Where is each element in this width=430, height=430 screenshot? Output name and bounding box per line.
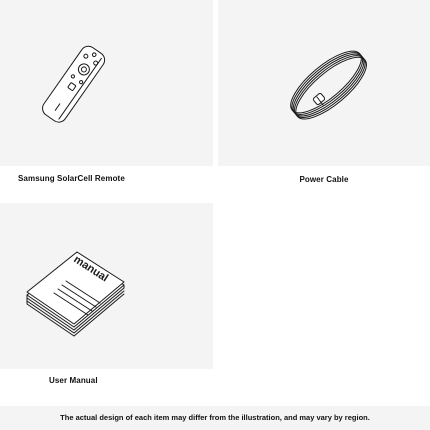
manual-caption: User Manual bbox=[49, 376, 98, 385]
disclaimer-footnote: The actual design of each item may differ from the illustration, and may vary by region. bbox=[0, 406, 430, 430]
cable-caption: Power Cable bbox=[299, 175, 349, 184]
cable-panel bbox=[218, 0, 430, 166]
remote-caption: Samsung SolarCell Remote bbox=[18, 174, 125, 183]
remote-panel bbox=[0, 0, 213, 166]
manual-panel bbox=[0, 203, 213, 369]
user-manual-icon bbox=[0, 203, 213, 369]
power-cable-icon bbox=[218, 0, 430, 166]
remote-control-icon bbox=[0, 0, 213, 166]
manual-cover-text: manual bbox=[71, 253, 111, 285]
